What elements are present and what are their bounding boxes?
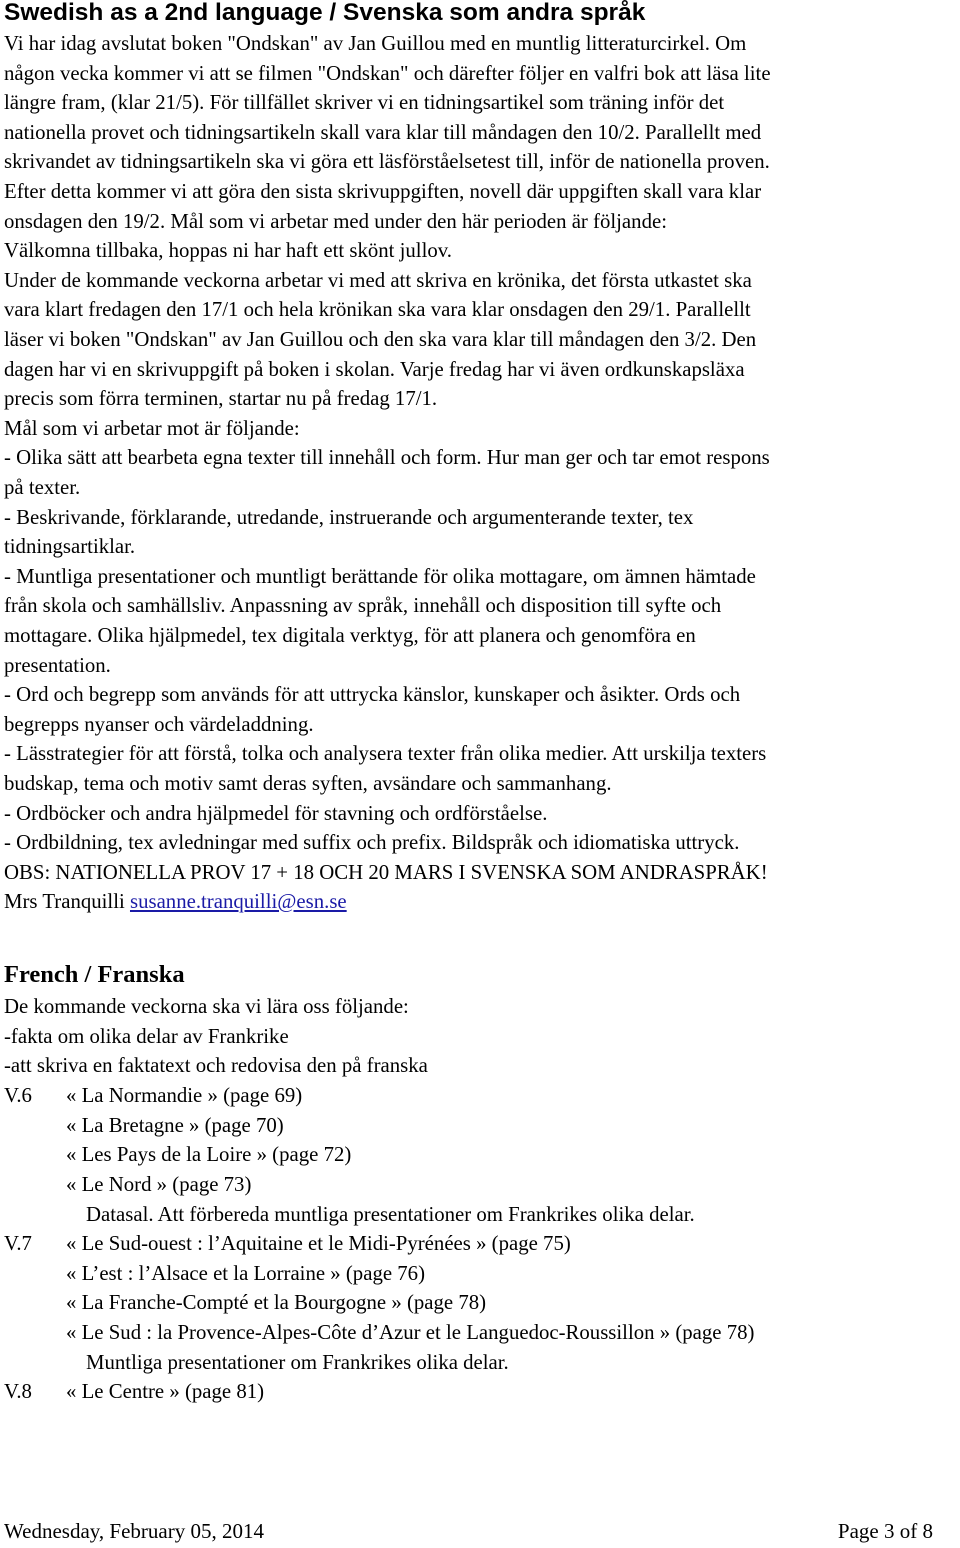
french-intro-line: -att skriva en faktatext och redovisa den på franska: [4, 1054, 428, 1077]
week-label: V.7: [4, 1232, 32, 1255]
swedish-line: Mål som vi arbetar mot är följande:: [4, 417, 300, 440]
week-label: V.6: [4, 1084, 32, 1107]
swedish-line: dagen har vi en skrivuppgift på boken i skolan. Varje fredag har vi även ordkunskapsläxa: [4, 358, 745, 381]
french-intro-line: -fakta om olika delar av Frankrike: [4, 1025, 289, 1048]
week-item: « Le Sud-ouest : l’Aquitaine et le Midi-Pyrénées » (page 75): [66, 1232, 571, 1255]
swedish-list-line: mottagare. Olika hjälpmedel, tex digitala verktyg, för att planera och genomföra en: [4, 624, 696, 647]
exam-notice: OBS: NATIONELLA PROV 17 + 18 OCH 20 MARS I SVENSKA SOM ANDRASPRÅK!: [4, 861, 768, 884]
swedish-list-line: - Muntliga presentationer och muntligt berättande för olika mottagare, om ämnen hämtade: [4, 565, 756, 588]
teacher-email-link[interactable]: susanne.tranquilli@esn.se: [129, 890, 347, 913]
swedish-line: vara klart fredagen den 17/1 och hela krönikan ska vara klar onsdagen den 29/1. Parallellt: [4, 298, 751, 321]
week-item: « La Franche-Compté et la Bourgogne » (page 78): [66, 1291, 487, 1314]
swedish-line: Vi har idag avslutat boken "Ondskan" av Jan Guillou med en muntlig litteraturcirkel. Om: [4, 32, 747, 55]
week-label: V.8: [4, 1380, 32, 1403]
week-item: « Le Centre » (page 81): [66, 1380, 265, 1403]
swedish-section-heading: Swedish as a 2nd language / Svenska som andra språk: [4, 0, 646, 26]
swedish-line: längre fram, (klar 21/5). För tillfället skriver vi en tidningsartikel som träning inför det: [4, 91, 725, 114]
week-note: Datasal. Att förbereda muntliga presentationer om Frankrikes olika delar.: [86, 1203, 695, 1226]
week-item: « Le Sud : la Provence-Alpes-Côte d’Azur et le Languedoc-Roussillon » (page 78): [66, 1321, 755, 1344]
swedish-list-line: begrepps nyanser och värdeladdning.: [4, 713, 314, 736]
swedish-list-line: tidningsartiklar.: [4, 535, 136, 558]
teacher-contact: [4, 887, 347, 917]
french-section-heading: French / Franska: [4, 961, 185, 988]
teacher-name: Mrs Tranquilli: [4, 890, 125, 913]
swedish-list-line: presentation.: [4, 654, 111, 677]
swedish-line: Under de kommande veckorna arbetar vi med att skriva en krönika, det första utkastet ska: [4, 269, 752, 292]
swedish-list-line: - Ordbildning, tex avledningar med suffix och prefix. Bildspråk och idiomatiska uttryck.: [4, 831, 740, 854]
swedish-list-line: - Ordböcker och andra hjälpmedel för stavning och ordförståelse.: [4, 802, 548, 825]
swedish-line: nationella provet och tidningsartikeln skall vara klar till måndagen den 10/2. Parallellt med: [4, 121, 762, 144]
swedish-list-line: på texter.: [4, 476, 81, 499]
week-item: « Les Pays de la Loire » (page 72): [66, 1143, 352, 1166]
swedish-list-line: - Ord och begrepp som används för att uttrycka känslor, kunskaper och åsikter. Ords och: [4, 683, 741, 706]
swedish-list-line: - Beskrivande, förklarande, utredande, instruerande och argumenterande texter, tex: [4, 506, 694, 529]
swedish-list-line: budskap, tema och motiv samt deras syften, avsändare och sammanhang.: [4, 772, 612, 795]
week-item: « La Normandie » (page 69): [66, 1084, 303, 1107]
swedish-line: Efter detta kommer vi att göra den sista skrivuppgiften, novell där uppgiften skall vara klar: [4, 180, 762, 203]
week-item: « Le Nord » (page 73): [66, 1173, 252, 1196]
week-item: « La Bretagne » (page 70): [66, 1114, 284, 1137]
french-intro-line: De kommande veckorna ska vi lära oss följande:: [4, 995, 409, 1018]
swedish-line: precis som förra terminen, startar nu på fredag 17/1.: [4, 387, 438, 410]
swedish-line: onsdagen den 19/2. Mål som vi arbetar med under den här perioden är följande:: [4, 210, 667, 233]
swedish-list-line: - Olika sätt att bearbeta egna texter till innehåll och form. Hur man ger och tar emot respons: [4, 446, 770, 469]
week-item: « L’est : l’Alsace et la Lorraine » (page 76): [66, 1262, 425, 1285]
swedish-list-line: från skola och samhällsliv. Anpassning av språk, innehåll och disposition till syfte och: [4, 594, 722, 617]
swedish-line: läser vi boken "Ondskan" av Jan Guillou och den ska vara klar till måndagen den 3/2. Den: [4, 328, 757, 351]
footer-date: Wednesday, February 05, 2014: [4, 1519, 264, 1543]
week-note: Muntliga presentationer om Frankrikes olika delar.: [86, 1351, 509, 1374]
swedish-line: någon vecka kommer vi att se filmen "Ondskan" och därefter följer en valfri bok att läsa lite: [4, 62, 771, 85]
footer-page-number: Page 3 of 8: [837, 1519, 933, 1543]
swedish-line: Välkomna tillbaka, hoppas ni har haft ett skönt jullov.: [4, 239, 453, 262]
swedish-list-line: - Lässtrategier för att förstå, tolka och analysera texter från olika medier. Att urskilja texters: [4, 742, 767, 765]
swedish-line: skrivandet av tidningsartikeln ska vi göra ett läsförståelsetest till, inför de nationella proven.: [4, 150, 770, 173]
